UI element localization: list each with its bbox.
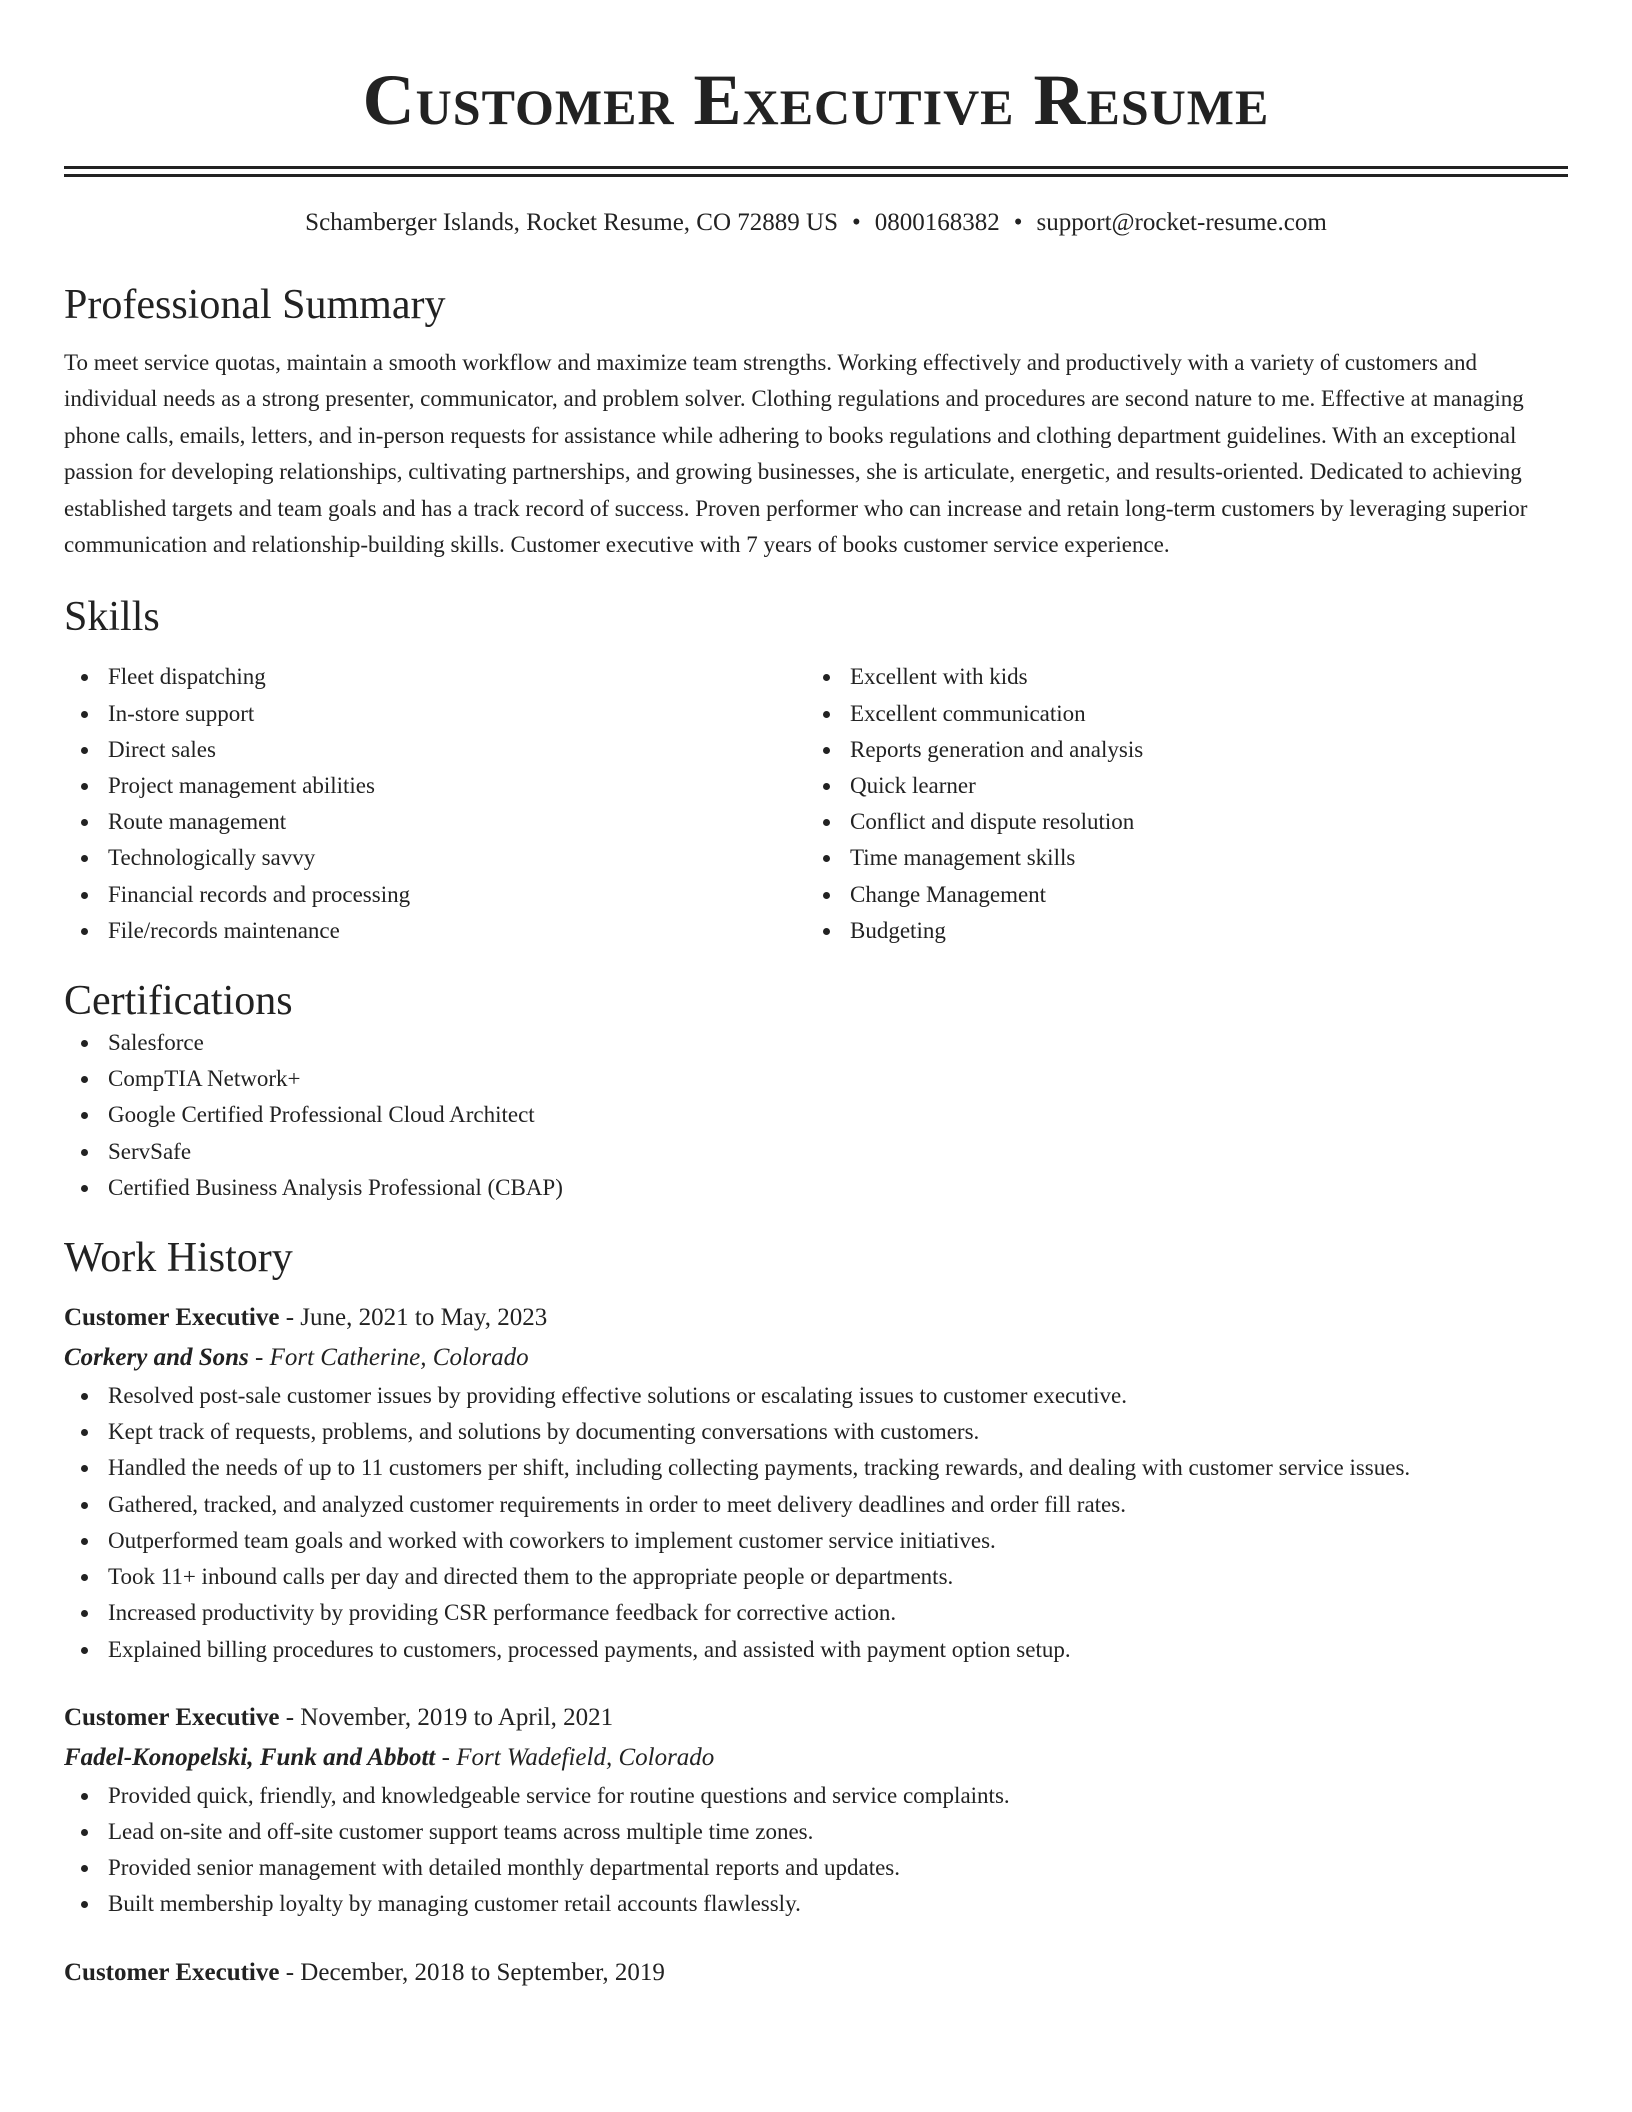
skill-item: Budgeting	[806, 913, 1548, 949]
skill-item: File/records maintenance	[64, 913, 806, 949]
resume-page	[64, 0, 1568, 1993]
summary-heading: Professional Summary	[64, 282, 446, 328]
job-title: Customer Executive	[64, 1958, 280, 1986]
job-dash: -	[279, 1703, 301, 1731]
contact-info	[64, 207, 1568, 239]
job-company: Corkery and Sons	[64, 1344, 249, 1372]
contact-address: Schamberger Islands, Rocket Resume, CO 72889 US	[305, 209, 838, 236]
job-duty-item: Provided quick, friendly, and knowledgeable service for routine questions and service complaints.	[64, 1778, 1568, 1814]
skills-list	[64, 659, 1568, 949]
job-header	[64, 1298, 1568, 1338]
skill-item: Excellent communication	[806, 696, 1548, 732]
job-duty-item: Handled the needs of up to 11 customers per shift, including collecting payments, tracking rewards, and dealing with customer service issues.	[64, 1450, 1568, 1486]
job-duty-item: Outperformed team goals and worked with coworkers to implement customer service initiatives.	[64, 1523, 1568, 1559]
skill-item: Technologically savvy	[64, 840, 806, 876]
job-duty-item: Lead on-site and off-site customer support teams across multiple time zones.	[64, 1814, 1568, 1850]
title-divider	[64, 166, 1568, 169]
certification-item: CompTIA Network+	[64, 1061, 1568, 1097]
job-dates: December, 2018 to September, 2019	[300, 1958, 665, 1986]
summary-text: To meet service quotas, maintain a smooth workflow and maximize team strengths. Working effectively and productively with a variety of customers and individual needs as a strong presenter, communicator, and problem solver. Clothing regulations and procedures are second nature to me. Effective at managing phone calls, emails, letters, and in-person requests for assistance while adhering to books regulations and clothing department guidelines. With an exceptional passion for developing relationships, cultivating partnerships, and growing businesses, she is articulate, energetic, and results-oriented. Dedicated to achieving established targets and team goals and has a track record of success. Proven performer who can increase and retain long-term customers by leveraging superior communication and relationship-building skills. Customer executive with 7 years of books customer service experience.	[64, 350, 1528, 558]
certification-item: Salesforce	[64, 1025, 1568, 1061]
job-dash: -	[435, 1743, 457, 1771]
certification-item: ServSafe	[64, 1134, 1568, 1170]
skill-item: Time management skills	[806, 840, 1548, 876]
job-duties	[64, 1378, 1568, 1668]
work-history-heading: Work History	[64, 1235, 293, 1282]
certification-item: Google Certified Professional Cloud Architect	[64, 1097, 1568, 1133]
job-employer	[64, 1338, 1568, 1378]
skill-item: Fleet dispatching	[64, 659, 806, 695]
skill-item: In-store support	[64, 696, 806, 732]
skills-column-right	[806, 659, 1548, 949]
job-title: Customer Executive	[64, 1703, 280, 1731]
job-entry	[64, 1698, 1568, 1923]
skill-item: Direct sales	[64, 732, 806, 768]
contact-phone: 0800168382	[874, 209, 1000, 236]
job-duty-item: Took 11+ inbound calls per day and directed them to the appropriate people or departments.	[64, 1559, 1568, 1595]
skill-item: Change Management	[806, 877, 1548, 913]
job-dash: -	[279, 1304, 301, 1332]
job-duties	[64, 1778, 1568, 1923]
job-header	[64, 1953, 1568, 1993]
skill-item: Route management	[64, 804, 806, 840]
job-entry	[64, 1953, 1568, 1993]
contact-email[interactable]: support@rocket-resume.com	[1036, 209, 1327, 236]
job-company: Fadel-Konopelski, Funk and Abbott	[64, 1743, 436, 1771]
job-location: Fort Catherine, Colorado	[269, 1344, 529, 1372]
job-duty-item: Increased productivity by providing CSR performance feedback for corrective action.	[64, 1595, 1568, 1631]
certification-item: Certified Business Analysis Professional (CBAP)	[64, 1170, 1568, 1206]
job-entry	[64, 1298, 1568, 1668]
contact-separator: •	[1013, 209, 1023, 236]
job-title: Customer Executive	[64, 1304, 280, 1332]
job-duty-item: Explained billing procedures to customers, processed payments, and assisted with payment option setup.	[64, 1632, 1568, 1668]
job-duty-item: Gathered, tracked, and analyzed customer requirements in order to meet delivery deadlines and order fill rates.	[64, 1487, 1568, 1523]
skill-item: Reports generation and analysis	[806, 732, 1548, 768]
skill-item: Conflict and dispute resolution	[806, 804, 1548, 840]
skill-item: Quick learner	[806, 768, 1548, 804]
job-dates: November, 2019 to April, 2021	[300, 1703, 614, 1731]
job-location: Fort Wadefield, Colorado	[456, 1743, 715, 1771]
skill-item: Financial records and processing	[64, 877, 806, 913]
job-dash: -	[279, 1958, 301, 1986]
resume-title: Customer Executive Resume	[362, 60, 1270, 140]
skill-item: Project management abilities	[64, 768, 806, 804]
job-duty-item: Provided senior management with detailed monthly departmental reports and updates.	[64, 1850, 1568, 1886]
job-duty-item: Built membership loyalty by managing customer retail accounts flawlessly.	[64, 1886, 1568, 1922]
certifications-heading: Certifications	[64, 978, 293, 1025]
job-duty-item: Kept track of requests, problems, and solutions by documenting conversations with customers.	[64, 1414, 1568, 1450]
job-duty-item: Resolved post-sale customer issues by providing effective solutions or escalating issues to customer executive.	[64, 1378, 1568, 1414]
skill-item: Excellent with kids	[806, 659, 1548, 695]
job-employer	[64, 1738, 1568, 1778]
job-dash: -	[248, 1344, 270, 1372]
contact-separator: •	[851, 209, 861, 236]
job-dates: June, 2021 to May, 2023	[300, 1304, 548, 1332]
skills-heading: Skills	[64, 594, 160, 641]
certifications-list	[64, 1025, 1568, 1206]
job-header	[64, 1698, 1568, 1738]
skills-column-left	[64, 659, 806, 949]
